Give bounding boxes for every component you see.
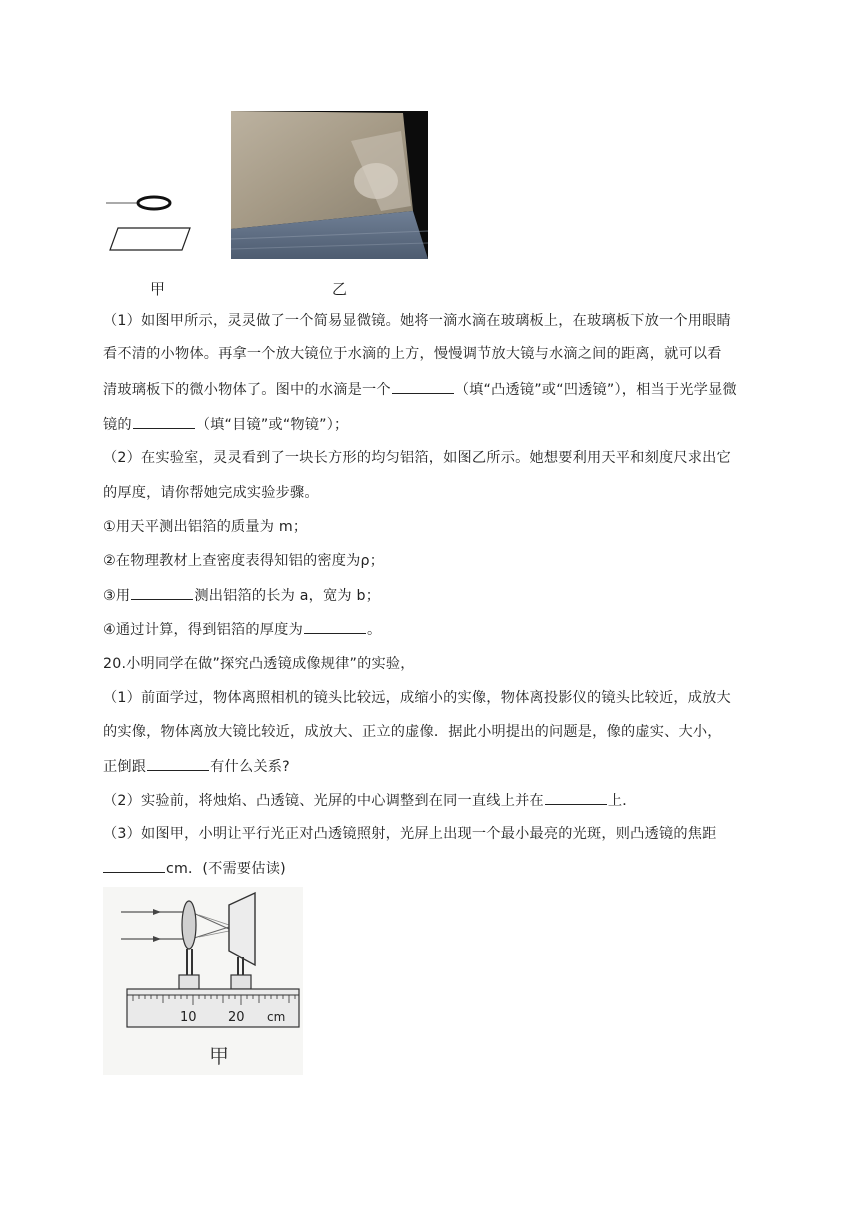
answer-blank[interactable]	[147, 756, 209, 771]
answer-blank[interactable]	[133, 414, 195, 429]
q19-p1-line3	[103, 379, 737, 400]
q20-p1-line1: （1）前面学过，物体离照相机的镜头比较远，成缩小的实像，物体离投影仪的镜头比较近，成放大	[103, 690, 731, 706]
q19-p2-line2: 的厚度，请你帮她完成实验步骤。	[103, 485, 319, 501]
tick-label-20: 20	[228, 1010, 245, 1025]
answer-blank[interactable]	[392, 379, 454, 394]
q19-step3-text2: 测出铝箔的长为 a，宽为 b；	[194, 588, 381, 604]
aluminum-foil-photo	[231, 111, 428, 259]
q20-p3-line2-text: cm．(不需要估读)	[166, 861, 286, 877]
q20-p1-line3-text2: 有什么关系?	[210, 759, 290, 775]
unit-label: cm	[267, 1010, 286, 1024]
q19-step4-text2: 。	[366, 622, 382, 638]
microscope-sketch	[104, 185, 194, 255]
q20-p2-text: （2）实验前，将烛焰、凸透镜、光屏的中心调整到在同一直线上并在	[103, 793, 544, 809]
q19-step4-text: ④通过计算，得到铝箔的厚度为	[103, 622, 303, 638]
q19-step3-text: ③用	[103, 588, 131, 604]
optical-bench-figure	[103, 887, 303, 1075]
figure-caption-jia: 甲	[150, 280, 166, 298]
q20-p3-line1: （3）如图甲，小明让平行光正对凸透镜照射，光屏上出现一个最小最亮的光斑，则凸透镜的焦距	[103, 826, 717, 842]
q19-p1-line3-text: 清玻璃板下的微小物体了。图中的水滴是一个	[103, 382, 391, 398]
q20-p2-text2: 上．	[607, 793, 637, 809]
q20-p1-line2: 的实像，物体离放大镜比较近，成放大、正立的虚像．据此小明提出的问题是，像的虚实、大小，	[103, 724, 722, 740]
figure-caption-yi: 乙	[332, 280, 348, 298]
q19-p1-line1: （1）如图甲所示，灵灵做了一个简易显微镜。她将一滴水滴在玻璃板上，在玻璃板下放一个用眼睛	[103, 313, 731, 329]
q19-step4	[103, 619, 381, 640]
q19-p1-line4	[103, 414, 348, 435]
answer-blank[interactable]	[131, 585, 193, 600]
q20-p1-line3-text: 正倒跟	[103, 759, 147, 775]
q20-p3-line2	[103, 858, 286, 879]
q19-p1-line4-text2: （填“目镜”或“物镜”）；	[195, 417, 349, 433]
q19-step2: ②在物理教材上查密度表得知铝的密度为ρ；	[103, 553, 385, 569]
q19-step1: ①用天平测出铝箔的质量为 m；	[103, 519, 308, 535]
q19-p1-line4-text: 镜的	[103, 417, 132, 433]
tick-label-10: 10	[180, 1010, 197, 1025]
convex-lens	[182, 901, 196, 949]
q19-p2-line1: （2）在实验室，灵灵看到了一块长方形的均匀铝箔，如图乙所示。她想要利用天平和刻度尺求出它	[103, 450, 731, 466]
q19-p1-line3-text2: （填“凸透镜”或“凹透镜”），相当于光学显微	[454, 382, 737, 398]
q19-p1-line2: 看不清的小物体。再拿一个放大镜位于水滴的上方，慢慢调节放大镜与水滴之间的距离，就可以看	[103, 346, 722, 362]
figure-caption: 甲	[209, 1044, 229, 1068]
answer-blank[interactable]	[545, 790, 607, 805]
q20-title: 20.小明同学在做”探究凸透镜成像规律”的实验，	[103, 656, 415, 672]
q20-p1-line3	[103, 756, 290, 777]
answer-blank[interactable]	[304, 619, 366, 634]
answer-blank[interactable]	[103, 858, 165, 873]
q20-p2	[103, 790, 637, 811]
q19-step3	[103, 585, 380, 606]
